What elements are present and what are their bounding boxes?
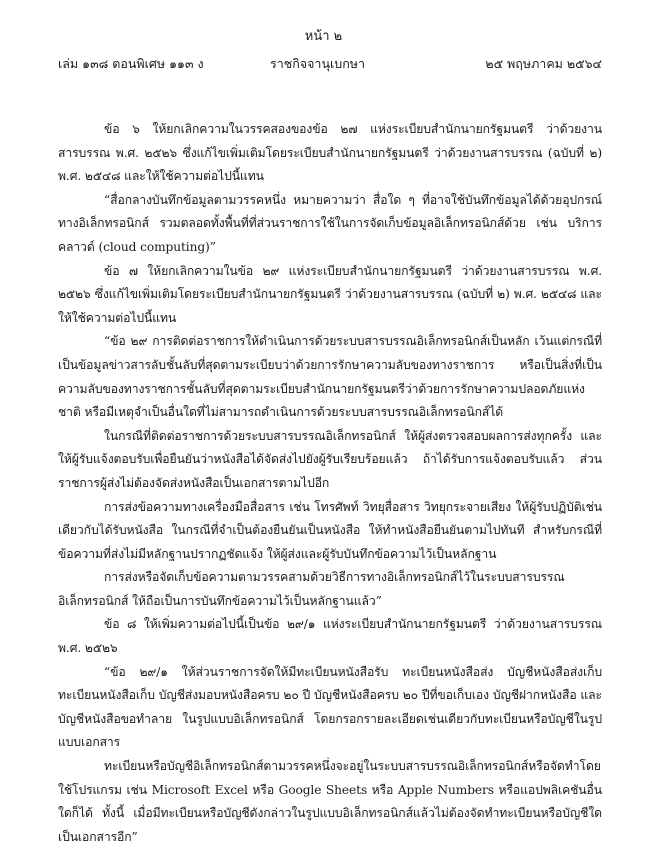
document-body xyxy=(58,118,602,849)
volume-issue: เล่ม ๑๓๘ ตอนพิเศษ ๑๑๓ ง xyxy=(58,56,204,71)
paragraph-clause-6: ข้อ ๖ ให้ยกเลิกความในวรรคสองของข้อ ๒๗ แห่งระเบียบสำนักนายกรัฐมนตรี ว่าด้วยงานสารบรรณ พ.ศ. ๒๕๒๖ ซึ่งแก้ไขเพิ่มเติมโดยระเบียบสำนักนายกรัฐมนตรี ว่าด้วยงานสารบรรณ (ฉบับที่ ๒) พ.ศ. ๒๕๔๘ และให้ใช้ความต่อไปนี้แทน xyxy=(58,122,602,184)
paragraph-clause-6-text: “สื่อกลางบันทึกข้อมูลตามวรรคหนึ่ง หมายความว่า สื่อใด ๆ ที่อาจใช้บันทึกข้อมูลได้ด้วยอุปกรณ์ทางอิเล็กทรอนิกส์ รวมตลอดทั้งพื้นที่ที่ส่วนราชการใช้ในการจัดเก็บข้อมูลอิเล็กทรอนิกส์ด้วย เช่น บริการคลาวด์ (cloud computing)” xyxy=(58,192,602,254)
publication-date: ๒๕ พฤษภาคม ๒๕๖๔ xyxy=(485,56,602,71)
paragraph-clause-29-1: “ข้อ ๒๙/๑ ให้ส่วนราชการจัดให้มีทะเบียนหนังสือรับ ทะเบียนหนังสือส่ง บัญชีหนังสือส่งเก็บ ทะเบียนหนังสือเก็บ บัญชีส่งมอบหนังสือครบ ๒๐ ปี บัญชีหนังสือครบ ๒๐ ปีที่ขอเก็บเอง บัญชีฝากหนังสือ และบัญชีหนังสือขอทำลาย ในรูปแบบอิเล็กทรอนิกส์ โดยกรอกรายละเอียดเช่นเดียวกับทะเบียนหรือบัญชีในรูปแบบเอกสาร xyxy=(58,664,602,750)
gazette-header xyxy=(58,54,602,74)
paragraph-clause-29: “ข้อ ๒๙ การติดต่อราชการให้ดำเนินการด้วยระบบสารบรรณอิเล็กทรอนิกส์เป็นหลัก เว้นแต่กรณีที่เป็นข้อมูลข่าวสารลับชั้นลับที่สุดตามระเบียบว่าด้วยการรักษาความลับของทางราชการ หรือเป็นสิ่งที่เป็นความลับของทางราชการชั้นลับที่สุดตามระเบียบสำนักนายกรัฐมนตรีว่าด้วยการรักษาความปลอดภัยแห่งชาติ หรือมีเหตุจำเป็นอื่นใดที่ไม่สามารถดำเนินการด้วยระบบสารบรรณอิเล็กทรอนิกส์ได้ xyxy=(58,334,602,420)
page-number: หน้า ๒ xyxy=(304,29,343,44)
paragraph-clause-29-2: ในกรณีที่ติดต่อราชการด้วยระบบสารบรรณอิเล็กทรอนิกส์ ให้ผู้ส่งตรวจสอบผลการส่งทุกครั้ง และให้ผู้รับแจ้งตอบรับเพื่อยืนยันว่าหนังสือได้จัดส่งไปยังผู้รับเรียบร้อยแล้ว ถ้าได้รับการแจ้งตอบรับแล้ว ส่วนราชการผู้ส่งไม่ต้องจัดส่งหนังสือเป็นเอกสารตามไปอีก xyxy=(58,428,602,490)
paragraph-clause-29-1-2: ทะเบียนหรือบัญชีอิเล็กทรอนิกส์ตามวรรคหนึ่งจะอยู่ในระบบสารบรรณอิเล็กทรอนิกส์หรือจัดทำโดยใช้โปรแกรม เช่น Microsoft Excel หรือ Google Sheets หรือ Apple Numbers หรือแอปพลิเคชันอื่นใดก็ได้ ทั้งนี้ เมื่อมีทะเบียนหรือบัญชีดังกล่าวในรูปแบบอิเล็กทรอนิกส์แล้วไม่ต้องจัดทำทะเบียนหรือบัญชีใดเป็นเอกสารอีก” xyxy=(58,759,602,844)
paragraph-clause-7: ข้อ ๗ ให้ยกเลิกความในข้อ ๒๙ แห่งระเบียบสำนักนายกรัฐมนตรี ว่าด้วยงานสารบรรณ พ.ศ. ๒๕๒๖ ซึ่งแก้ไขเพิ่มเติมโดยระเบียบสำนักนายกรัฐมนตรี ว่าด้วยงานสารบรรณ (ฉบับที่ ๒) พ.ศ. ๒๕๔๘ และให้ใช้ความต่อไปนี้แทน xyxy=(58,263,602,325)
paragraph-clause-8: ข้อ ๘ ให้เพิ่มความต่อไปนี้เป็นข้อ ๒๙/๑ แห่งระเบียบสำนักนายกรัฐมนตรี ว่าด้วยงานสารบรรณ พ.ศ. ๒๕๒๖ xyxy=(58,617,602,656)
paragraph-clause-29-3: การส่งข้อความทางเครื่องมือสื่อสาร เช่น โทรศัพท์ วิทยุสื่อสาร วิทยุกระจายเสียง ให้ผู้รับปฏิบัติเช่นเดียวกับได้รับหนังสือ ในกรณีที่จำเป็นต้องยืนยันเป็นหนังสือ ให้ทำหนังสือยืนยันตามไปทันที สำหรับกรณีที่ข้อความที่ส่งไม่มีหลักฐานปรากฏชัดแจ้ง ให้ผู้ส่งและผู้รับบันทึกข้อความไว้เป็นหลักฐาน xyxy=(58,499,602,561)
gazette-title: ราชกิจจานุเบกษา xyxy=(270,56,366,71)
paragraph-clause-29-4: การส่งหรือจัดเก็บข้อความตามวรรคสามด้วยวิธีการทางอิเล็กทรอนิกส์ไว้ในระบบสารบรรณอิเล็กทรอนิกส์ ให้ถือเป็นการบันทึกข้อความไว้เป็นหลักฐานแล้ว” xyxy=(58,570,565,608)
